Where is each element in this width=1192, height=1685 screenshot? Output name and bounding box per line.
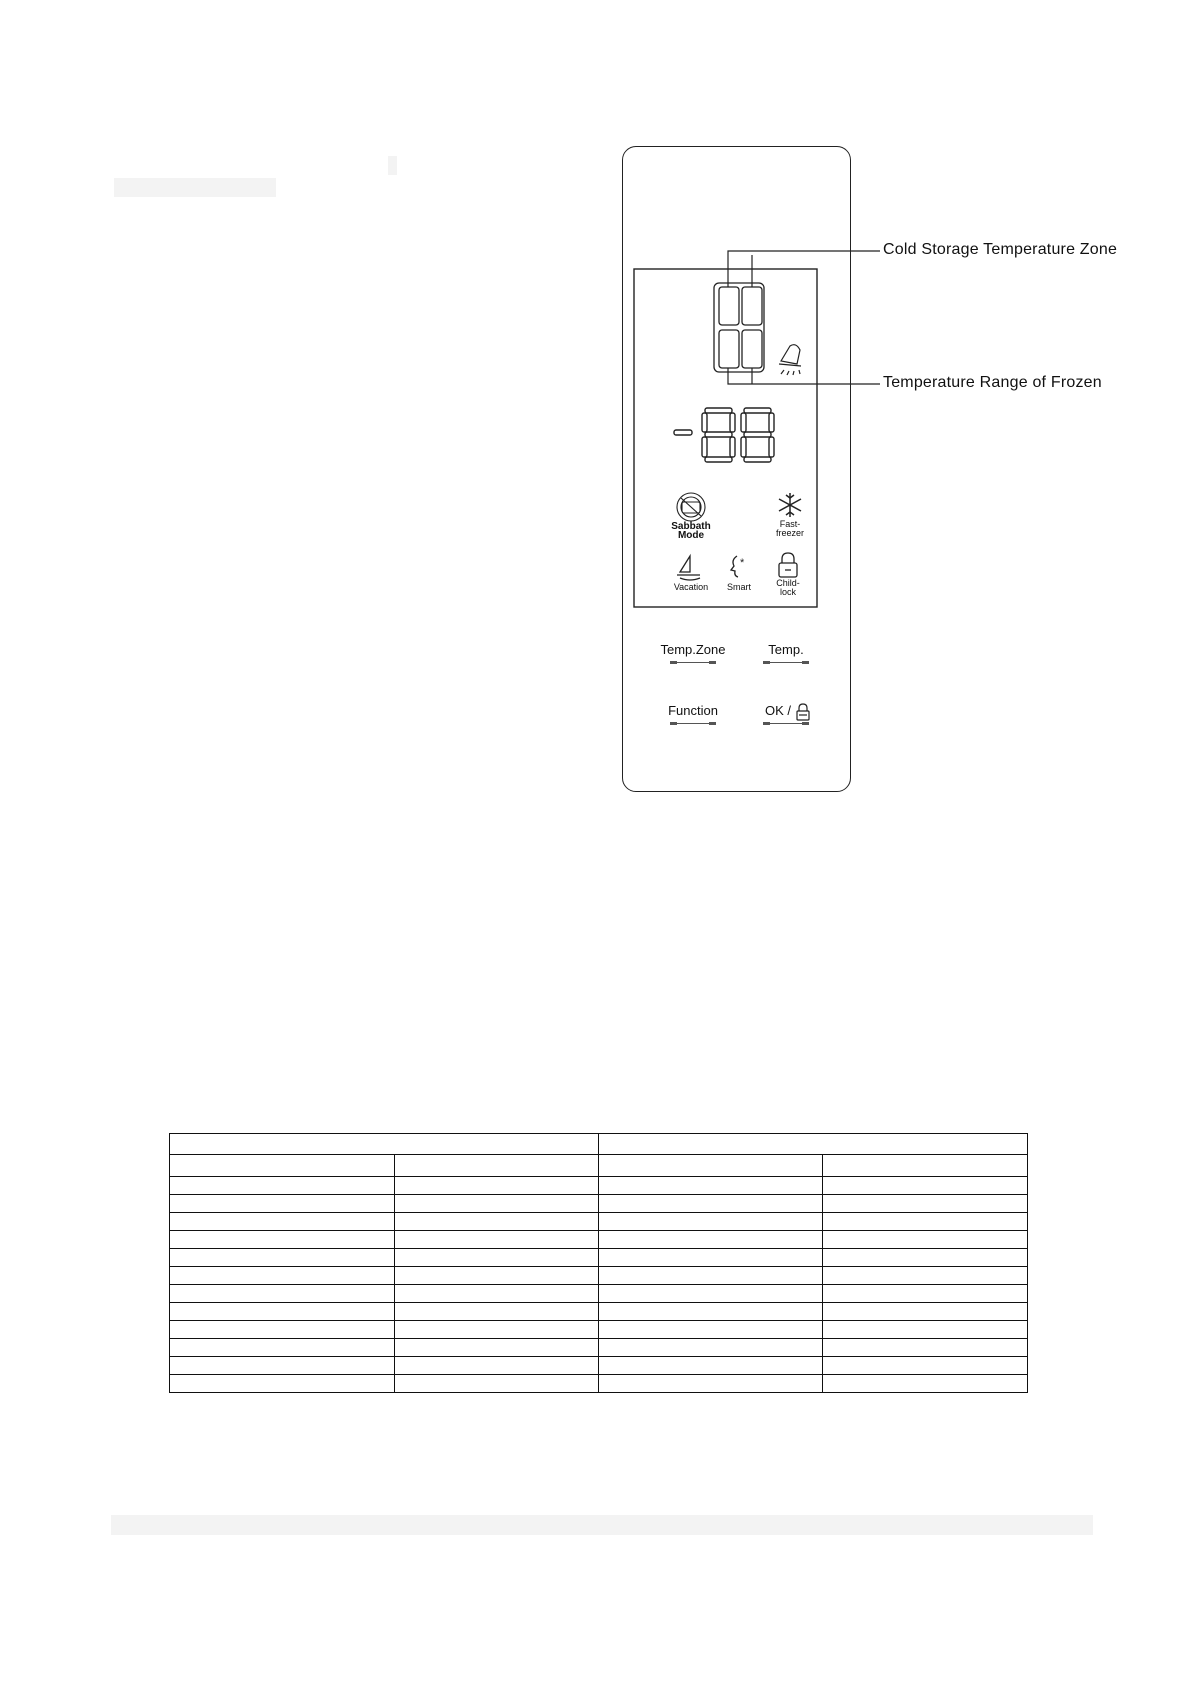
table-cell — [395, 1249, 599, 1267]
table-cell — [395, 1213, 599, 1231]
function-button-label: Function — [668, 703, 718, 718]
table-row — [170, 1195, 1028, 1213]
settings-table — [169, 1133, 1028, 1393]
table-cell — [823, 1231, 1028, 1249]
leader-frozen — [728, 368, 880, 384]
header-group-2 — [599, 1134, 1028, 1155]
subheader-cell — [395, 1155, 599, 1177]
table-cell — [599, 1195, 823, 1213]
table-cell — [170, 1375, 395, 1393]
function-indicator — [670, 723, 716, 725]
temp-zone-indicator — [670, 662, 716, 664]
table-row — [170, 1375, 1028, 1393]
table-cell — [599, 1321, 823, 1339]
table-cell — [823, 1267, 1028, 1285]
table-subheader-row — [170, 1155, 1028, 1177]
table-cell — [395, 1267, 599, 1285]
ok-button-label: OK / — [764, 703, 791, 718]
subheader-cell — [599, 1155, 823, 1177]
sabbath-mode-text: Sabbath Mode — [671, 521, 711, 541]
ok-indicator — [763, 723, 809, 725]
sailboat-icon — [677, 556, 700, 580]
function-button[interactable] — [648, 703, 738, 725]
callout-cold-storage-zone: Cold Storage Temperature Zone — [883, 241, 1118, 258]
temp-zone-button-label: Temp.Zone — [660, 642, 726, 657]
svg-text:*: * — [740, 557, 745, 569]
table-cell — [599, 1357, 823, 1375]
smart-face-icon — [731, 556, 745, 577]
bottom-shade — [111, 1515, 1093, 1535]
header-group-1 — [170, 1134, 599, 1155]
table-row — [170, 1177, 1028, 1195]
table-cell — [395, 1303, 599, 1321]
table-row — [170, 1213, 1028, 1231]
digit-1 — [702, 408, 735, 462]
sabbath-mode-label — [660, 522, 722, 540]
table-cell — [170, 1177, 395, 1195]
display-window — [634, 269, 817, 607]
table-row — [170, 1267, 1028, 1285]
table-cell — [823, 1249, 1028, 1267]
table-row — [170, 1249, 1028, 1267]
temp-button-label: Temp. — [768, 642, 804, 657]
table-cell — [170, 1267, 395, 1285]
callout-frozen-range: Temperature Range of Frozen — [883, 374, 1102, 391]
table-cell — [395, 1195, 599, 1213]
vacation-label: Vacation — [673, 582, 709, 592]
table-cell — [823, 1357, 1028, 1375]
table-cell — [823, 1285, 1028, 1303]
table-cell — [170, 1231, 395, 1249]
fast-freezer-line2: freezer — [775, 528, 804, 538]
temp-zone-button[interactable] — [648, 642, 738, 664]
child-lock-line1: Child- — [776, 578, 800, 588]
table-cell — [599, 1249, 823, 1267]
leader-lines — [728, 251, 880, 384]
table-row — [170, 1321, 1028, 1339]
table-row — [170, 1357, 1028, 1375]
table-cell — [170, 1339, 395, 1357]
seven-segment-display — [674, 408, 774, 462]
table-cell — [170, 1195, 395, 1213]
table-cell — [395, 1321, 599, 1339]
table-cell — [823, 1213, 1028, 1231]
table-cell — [599, 1375, 823, 1393]
table-cell — [599, 1303, 823, 1321]
child-lock-line2: lock — [779, 587, 796, 597]
subheader-cell — [823, 1155, 1028, 1177]
table-cell — [823, 1195, 1028, 1213]
table-cell — [395, 1177, 599, 1195]
fast-freezer-line1: Fast- — [779, 519, 801, 529]
digit-2 — [741, 408, 774, 462]
fast-freezer-label — [762, 520, 818, 538]
table-cell — [395, 1357, 599, 1375]
table-header-group-row — [170, 1134, 1028, 1155]
subheader-cell — [170, 1155, 395, 1177]
zone-indicator — [714, 283, 764, 372]
bell-icon — [779, 345, 801, 375]
table-cell — [395, 1339, 599, 1357]
temp-button[interactable] — [741, 642, 831, 664]
table-cell — [395, 1375, 599, 1393]
table-cell — [170, 1321, 395, 1339]
temp-indicator — [763, 662, 809, 664]
snowflake-icon — [779, 493, 801, 517]
table-row — [170, 1303, 1028, 1321]
sabbath-icon — [677, 493, 705, 521]
table-cell — [599, 1339, 823, 1357]
table-cell — [823, 1339, 1028, 1357]
table-cell — [170, 1303, 395, 1321]
child-lock-label — [764, 579, 812, 597]
table-cell — [599, 1285, 823, 1303]
table-cell — [823, 1375, 1028, 1393]
table-cell — [395, 1285, 599, 1303]
table-row — [170, 1339, 1028, 1357]
table-cell — [599, 1177, 823, 1195]
table-cell — [395, 1231, 599, 1249]
table-cell — [599, 1267, 823, 1285]
table-cell — [170, 1249, 395, 1267]
table-row — [170, 1285, 1028, 1303]
smart-label: Smart — [726, 582, 751, 592]
table-cell — [170, 1357, 395, 1375]
table-cell — [823, 1303, 1028, 1321]
table-row — [170, 1231, 1028, 1249]
table-cell — [599, 1213, 823, 1231]
table-cell — [823, 1177, 1028, 1195]
table-cell — [599, 1231, 823, 1249]
ok-button[interactable] — [733, 703, 823, 725]
table-cell — [170, 1285, 395, 1303]
padlock-icon — [779, 553, 797, 577]
table-cell — [170, 1213, 395, 1231]
table-cell — [823, 1321, 1028, 1339]
